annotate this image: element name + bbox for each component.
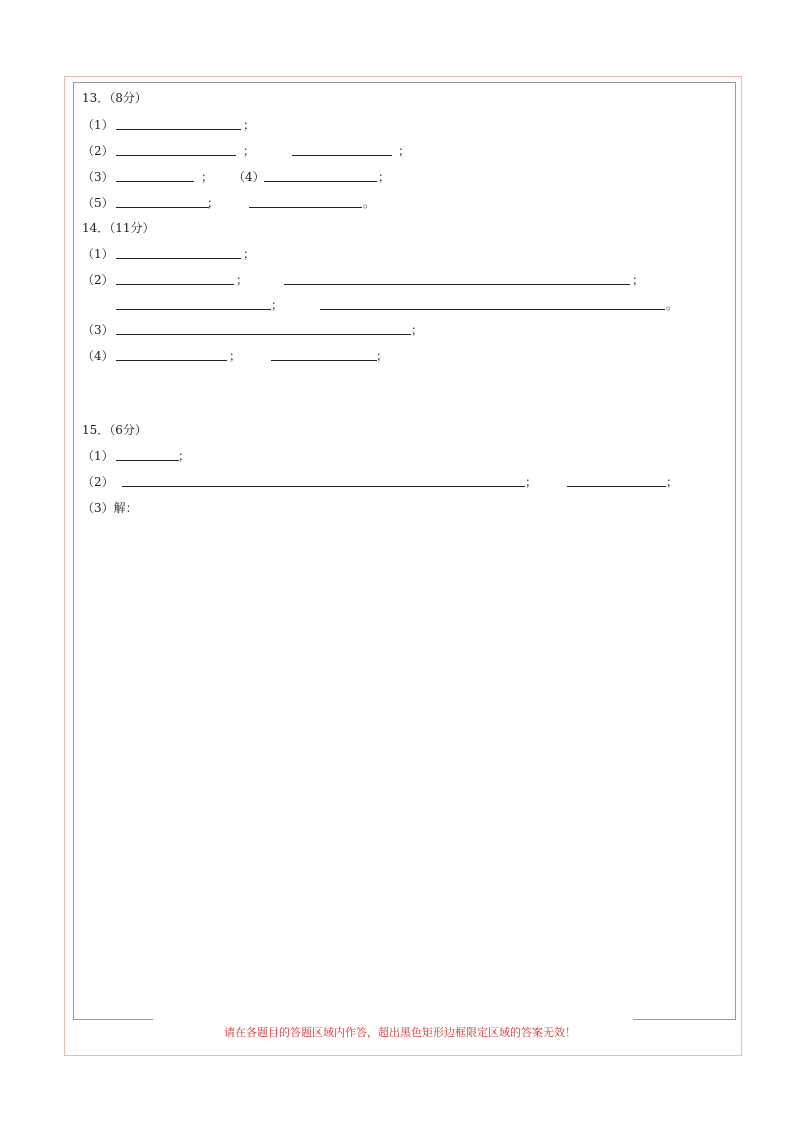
q14-heading: 14．（11分） — [82, 221, 155, 235]
q13-part-2-label: （2） — [82, 144, 114, 158]
q13-1-answer-blank[interactable] — [116, 129, 241, 130]
q15-heading: 15．（6分） — [82, 423, 147, 437]
q13-5b-answer-blank[interactable] — [249, 207, 362, 208]
q13-5a-semicolon: ； — [207, 196, 220, 210]
q13-4-semicolon: ； — [378, 170, 391, 184]
q13-5a-answer-blank[interactable] — [116, 207, 209, 208]
q13-part-5-label: （5） — [82, 196, 114, 210]
q15-part-3-label: （3）解： — [82, 501, 138, 515]
q14-2b-answer-blank[interactable] — [284, 284, 630, 285]
answer-area-bottom-border-right — [633, 1019, 736, 1020]
q15-2a-semicolon: ； — [525, 475, 538, 489]
q14-4a-answer-blank[interactable] — [116, 360, 227, 361]
footer-notice: 请在各题目的答题区域内作答，超出黑色矩形边框限定区域的答案无效！ — [224, 1026, 576, 1039]
q13-5b-period: 。 — [363, 196, 376, 210]
q15-part-1-label: （1） — [82, 449, 114, 463]
q13-2a-answer-blank[interactable] — [116, 155, 236, 156]
q14-2a-answer-blank[interactable] — [116, 284, 234, 285]
answer-area-bottom-border-left — [73, 1019, 153, 1020]
q13-4-answer-blank[interactable] — [264, 181, 377, 182]
q14-part-2-label: （2） — [82, 273, 114, 287]
q14-part-4-label: （4） — [82, 349, 114, 363]
q14-part-3-label: （3） — [82, 323, 114, 337]
q13-2a-semicolon: ； — [243, 144, 256, 158]
q14-part-1-label: （1） — [82, 247, 114, 261]
q15-2a-answer-blank[interactable] — [122, 486, 525, 487]
q13-2b-semicolon: ； — [398, 144, 411, 158]
q14-3-semicolon: ； — [411, 323, 424, 337]
q14-1-answer-blank[interactable] — [116, 258, 241, 259]
q13-3-answer-blank[interactable] — [116, 181, 194, 182]
q13-1-semicolon: ； — [243, 118, 256, 132]
q14-4a-semicolon: ； — [229, 349, 242, 363]
q14-2c-semicolon: ； — [271, 298, 284, 312]
q15-3-answer-area[interactable] — [80, 520, 730, 1010]
q15-2b-semicolon: ； — [666, 475, 679, 489]
q13-heading: 13．（8分） — [82, 91, 147, 105]
q13-2b-answer-blank[interactable] — [292, 155, 392, 156]
q13-part-3-label: （3） — [82, 170, 114, 184]
q14-2b-semicolon: ； — [632, 273, 645, 287]
q14-4b-semicolon: ； — [376, 349, 389, 363]
q15-part-2-label: （2） — [82, 475, 114, 489]
q14-2d-answer-blank[interactable] — [320, 309, 665, 310]
q13-part-4-label: （4） — [233, 170, 265, 184]
q15-2b-answer-blank[interactable] — [567, 486, 666, 487]
q14-2d-period: 。 — [666, 298, 679, 312]
q13-part-1-label: （1） — [82, 118, 114, 132]
q14-4b-answer-blank[interactable] — [271, 360, 377, 361]
q14-1-semicolon: ； — [243, 247, 256, 261]
q15-1-answer-blank[interactable] — [116, 460, 179, 461]
q13-3-semicolon: ； — [201, 170, 214, 184]
q15-1-semicolon: ； — [178, 449, 191, 463]
q14-2c-answer-blank[interactable] — [116, 309, 271, 310]
q14-2a-semicolon: ； — [236, 273, 249, 287]
q14-3-answer-blank[interactable] — [116, 334, 411, 335]
